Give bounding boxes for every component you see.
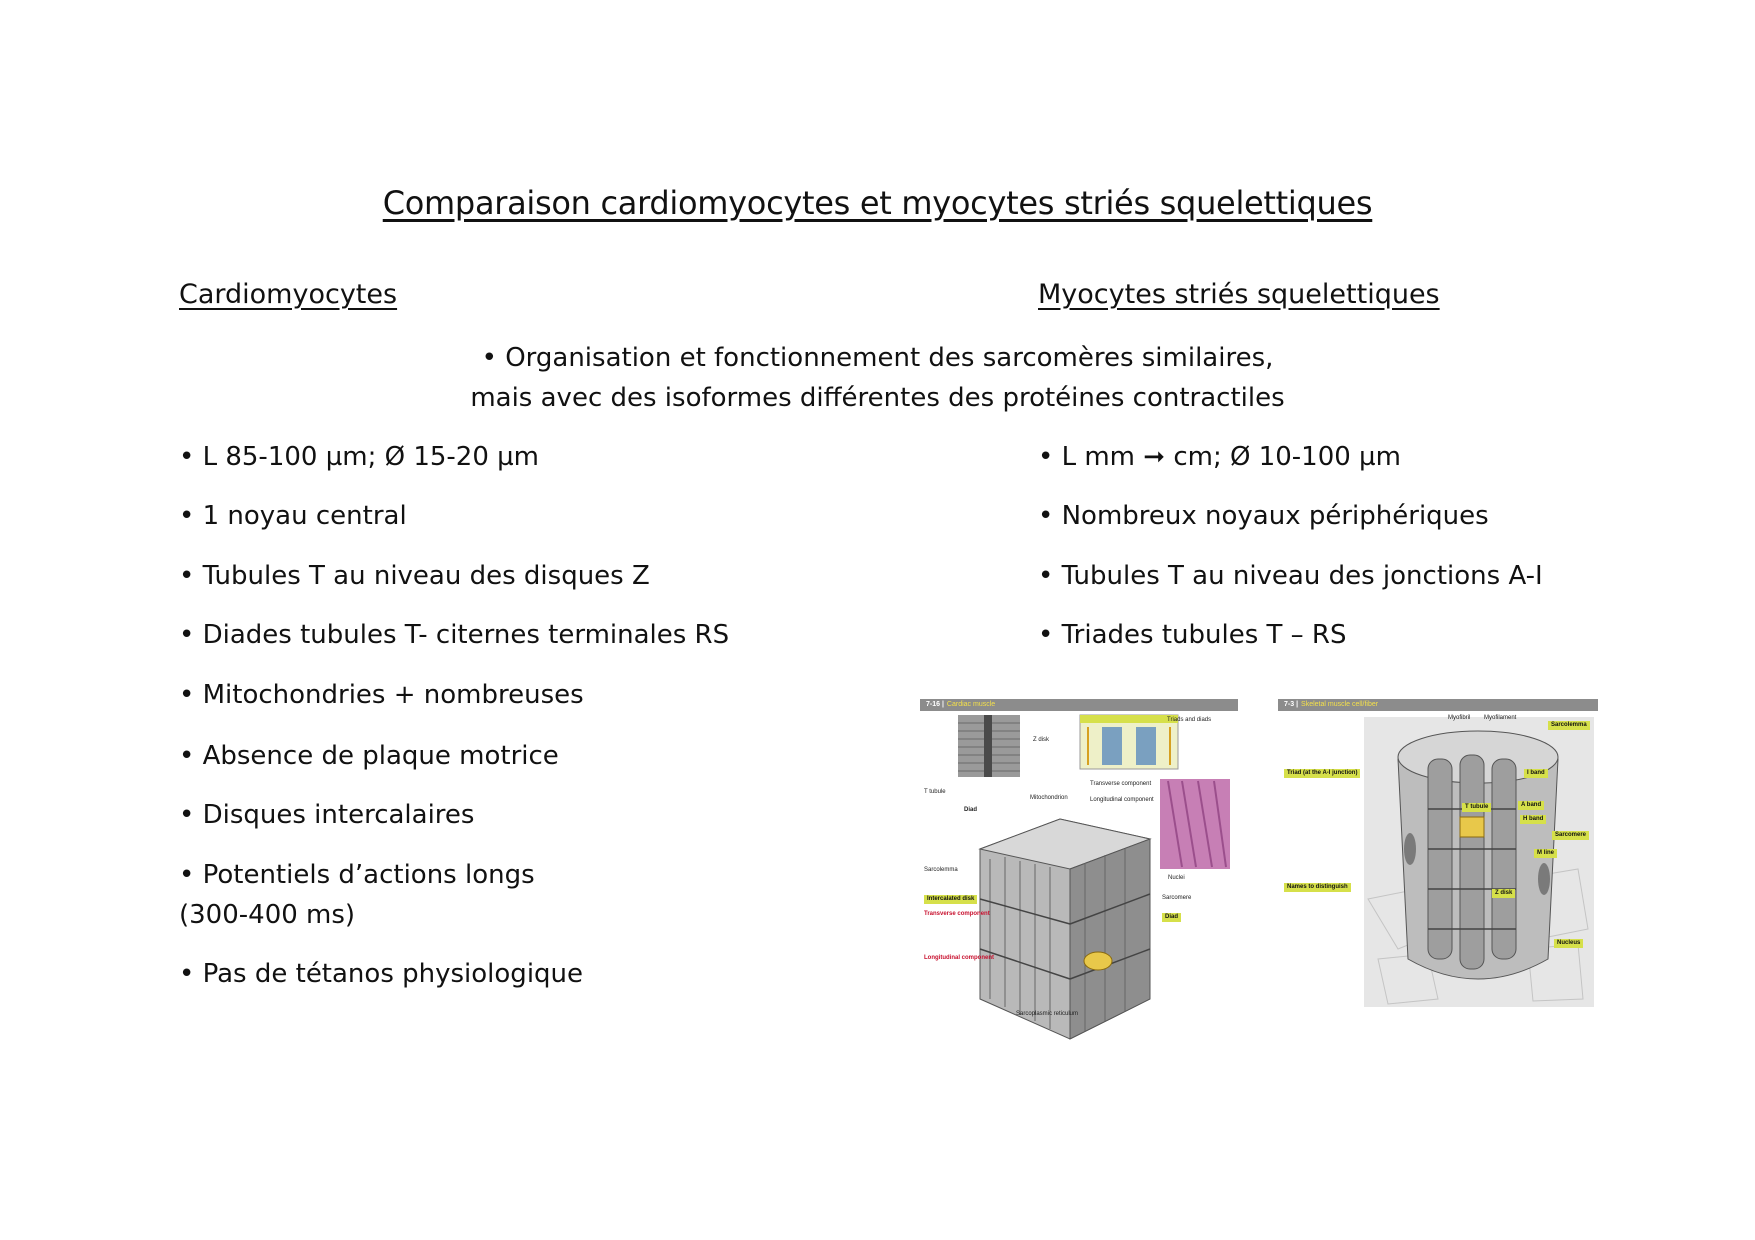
mitochondrion-label: Mitochondrion (1030, 795, 1068, 801)
cardio-item: • L 85-100 µm; Ø 15-20 µm (179, 442, 540, 472)
nucleus-tag: Nucleus (1554, 939, 1583, 948)
cardiac-figure-caption: Cardiac muscle (946, 701, 996, 708)
cardiomyocytes-heading: Cardiomyocytes (179, 279, 398, 310)
sarcolemma-label: Sarcolemma (924, 867, 958, 873)
nuclei-label: Nuclei (1168, 875, 1185, 881)
cardiac-figure-header: 7-16 | Cardiac muscle (920, 699, 1238, 711)
sarcomere-schematic (1080, 715, 1178, 769)
longitudinal-component-label: Longitudinal component (1090, 797, 1154, 803)
h-band-tag: H band (1520, 815, 1546, 824)
diad-highlight (1084, 952, 1112, 970)
skeletal-figure-number: 7-3 (1284, 701, 1295, 708)
m-line-tag: M line (1534, 849, 1557, 858)
myofilament-label: Myofilament (1484, 715, 1517, 721)
transverse-component-label: Transverse component (1090, 781, 1152, 787)
cardiac-muscle-illustration (920, 699, 1238, 1061)
sarcomere-tag: Sarcomere (1552, 831, 1589, 840)
skeletal-item: • L mm ➞ cm; Ø 10-100 µm (1038, 442, 1401, 472)
skeletal-item: • Triades tubules T – RS (1038, 620, 1347, 650)
skeletal-heading: Myocytes striés squelettiques (1038, 279, 1440, 310)
sarcoplasmic-reticulum-label: Sarcoplasmic reticulum (1016, 1011, 1079, 1017)
skeletal-item: • Nombreux noyaux périphériques (1038, 501, 1489, 531)
triad-tag: Triad (at the A-I junction) (1284, 769, 1360, 778)
common-line-1: • Organisation et fonctionnement des sarcomères similaires, (481, 343, 1274, 373)
cardio-item: • Mitochondries + nombreuses (179, 680, 584, 710)
skeletal-item: • Tubules T au niveau des jonctions A-I (1038, 561, 1543, 591)
z-disk-label: Z disk (1033, 737, 1050, 743)
page-title: Comparaison cardiomyocytes et myocytes striés squelettiques (382, 184, 1373, 222)
triads-diads-label: Triads and diads (1167, 717, 1212, 723)
diad-label: Diad (964, 807, 978, 813)
cardio-item: • Disques intercalaires (179, 800, 475, 830)
sarcolemma-tag: Sarcolemma (1548, 721, 1590, 730)
skeletal-figure-header: 7-3 | Skeletal muscle cell/fiber (1278, 699, 1598, 711)
i-band-tag: I band (1524, 769, 1548, 778)
cardio-item-continuation: (300-400 ms) (179, 900, 356, 930)
skeletal-figure-caption: Skeletal muscle cell/fiber (1301, 701, 1379, 708)
cardio-item: • Diades tubules T- citernes terminales RS (179, 620, 730, 650)
t-tubule-label: T tubule (924, 789, 946, 795)
skeletal-muscle-figure (1278, 699, 1598, 1009)
z-disk-tag: Z disk (1492, 889, 1515, 898)
cardio-item: • Potentiels d’actions longs (179, 860, 535, 890)
longitudinal-component-red: Longitudinal component (924, 955, 994, 961)
names-tag: Names to distinguish (1284, 883, 1351, 892)
cardio-item: • 1 noyau central (179, 501, 407, 531)
diad-tag: Diad (1162, 913, 1181, 922)
transverse-component-red: Transverse component (924, 911, 990, 917)
common-features (0, 338, 1755, 418)
t-tubule-tag: T tubule (1462, 803, 1491, 812)
cardiac-figure-number: 7-16 (926, 701, 941, 708)
cardio-item: • Tubules T au niveau des disques Z (179, 561, 650, 591)
triad-highlight (1460, 817, 1484, 837)
cardio-item: • Absence de plaque motrice (179, 741, 559, 771)
cardio-item: • Pas de tétanos physiologique (179, 959, 584, 989)
sarcomere-label: Sarcomere (1162, 895, 1192, 901)
myofibril-label: Myofibril (1448, 715, 1471, 721)
a-band-tag: A band (1518, 801, 1544, 810)
intercalated-disk-tag: Intercalated disk (924, 895, 977, 904)
common-line-2: mais avec des isoformes différentes des protéines contractiles (470, 383, 1285, 413)
cardiac-muscle-figure (920, 699, 1238, 1061)
